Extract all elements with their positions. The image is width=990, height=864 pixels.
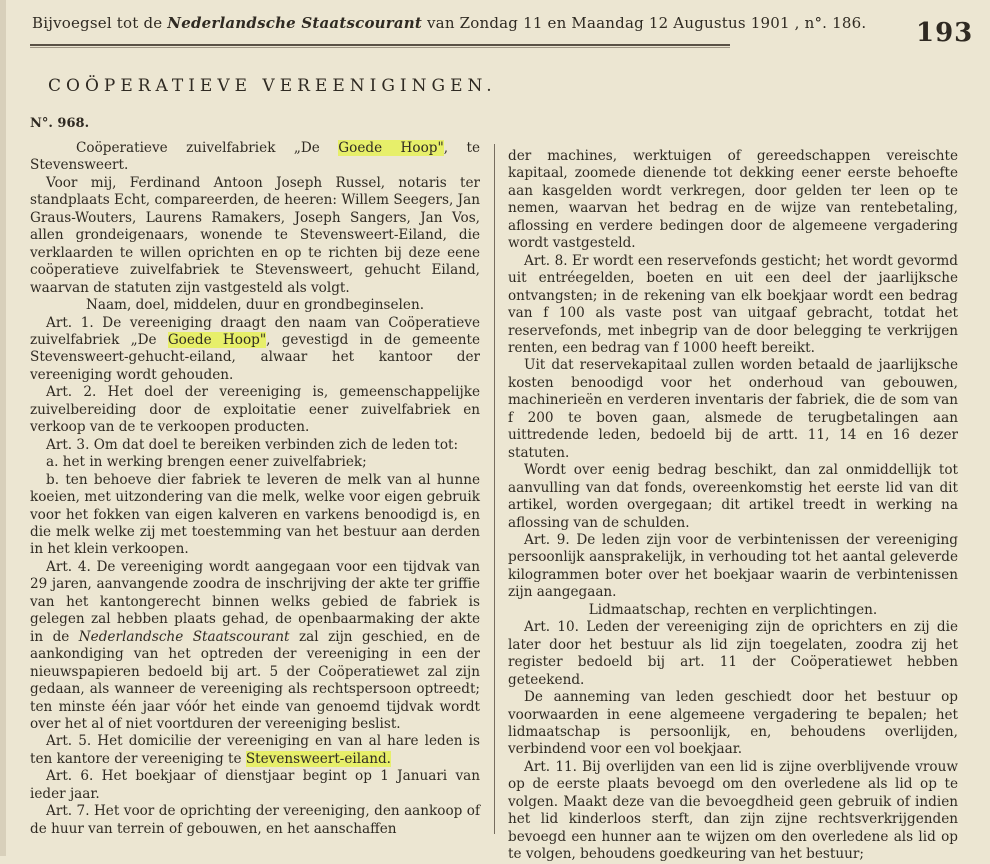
paragraph: [508, 253, 958, 358]
text-run: a. het in werking brengen eener zuivelfabriek;: [46, 454, 367, 471]
paragraph: [30, 437, 480, 454]
paragraph: [508, 602, 958, 619]
paragraph: [508, 619, 958, 689]
paragraph: [30, 733, 480, 768]
text-run: Art. 5. Het domicilie der vereeniging en van al hare leden is ten kantore der vereeniging te: [30, 733, 480, 767]
text-run: Art. 10. Leden der vereeniging zijn de oprichters en zij die later door het bestuur als lid zijn toegelaten, zoodra zij het register bedoeld bij art. 11 der Coöperatiewet hebben geteekend.: [508, 619, 958, 688]
text-run: Wordt over eenig bedrag beschikt, dan zal onmiddellijk tot aanvulling van dat fonds, overeenkomstig het eerste lid van dit artikel, worden overgegaan; dit artikel treedt in werking na aflossing van de schulden.: [508, 462, 958, 531]
text-run: Art. 1. De vereeniging draagt den naam van Coöperatieve zuivelfabriek „De: [30, 314, 480, 348]
paragraph: [508, 759, 958, 864]
paragraph: [508, 357, 958, 462]
header-date: van Zondag 11 en Maandag 12 Augustus 1901 , n°. 186.: [422, 14, 867, 32]
paragraph: [508, 689, 958, 759]
paragraph: [30, 472, 480, 559]
text-run: De aanneming van leden geschiedt door het bestuur op voorwaarden in eene algemeene vergadering te bepalen; het lidmaatschap is persoonlijk, en, behoudens overlijden, verbindend voor een vol boekjaar.: [508, 689, 958, 758]
newspaper-name: Nederlandsche Staatscourant: [167, 14, 423, 32]
text-run: zal zijn geschied, en de aankondiging van het optreden der vereeniging in een der nieuwspapieren bedoeld bij art. 5 der Coöperatiewet zal zijn gedaan, als wanneer de vereeniging als rechtspersoon optreedt; ten minste één jaar vóór het einde van genoemd tijdvak wordt over het al of niet voortduren der vereeniging beslist.: [30, 628, 480, 732]
text-run: Art. 6. Het boekjaar of dienstjaar begint op 1 Januari van ieder jaar.: [30, 768, 480, 802]
text-run: Art. 7. Het voor de oprichting der vereeniging, den aankoop of de huur van terrein of gebouwen, en het aanschaffen: [30, 803, 480, 837]
paragraph: [30, 140, 480, 175]
paragraph: [30, 175, 480, 297]
section-title: COÖPERATIEVE VEREENIGINGEN.: [48, 76, 497, 96]
text-run: Art. 4. De vereeniging wordt aangegaan voor een tijdvak van 29 jaren, aanvangende zoodra de inschrijving der akte ter griffie van het kantongerecht binnen welks gebied de fabriek is gelegen zal hebben plaats gehad, de openbaarmaking der akte in de: [30, 558, 480, 645]
column-divider: [494, 144, 495, 834]
text-run: der machines, werktuigen of gereedschappen vereischte kapitaal, zoomede dienende tot dekking eener eerste behoefte aan kasgelden wordt verkregen, door gelden ter leen op te nemen, waarvan het bedrag en de wijze van rentebetaling, aflossing en verdere bedingen door de algemeene vergadering wordt vastgesteld.: [508, 148, 958, 252]
text-run: Art. 2. Het doel der vereeniging is, gemeenschappelijke zuivelbereiding door de exploitatie eener zuivelfabriek en verkoop van de te verkoopen producten.: [30, 384, 480, 436]
text-run: Art. 9. De leden zijn voor de verbintenissen der vereeniging persoonlijk aansprakelijk, in verhouding tot het aantal geleverde kilogrammen boter over het boekjaar waarin de verbintenissen zijn aangegaan.: [508, 531, 958, 601]
paragraph: [30, 768, 480, 803]
text-run: Lidmaatschap, rechten en verplichtingen.: [588, 601, 878, 618]
paragraph: [30, 559, 480, 734]
paragraph: [30, 803, 480, 838]
page-number: 193: [916, 18, 974, 48]
paragraph: [508, 532, 958, 602]
text-run: Uit dat reservekapitaal zullen worden betaald de jaarlijksche kosten benoodigd voor het onderhoud van gebouwen, machinerieën en verderen inventaris der fabriek, die de som van f 200 te boven gaan, alsmede de terugbetalingen aan uittredende leden, bedoeld bij de artt. 11, 14 en 16 dezer statuten.: [508, 357, 958, 461]
paragraph: [30, 297, 480, 314]
highlighted-text: Stevensweert-eiland.: [245, 750, 392, 767]
paragraph: [30, 315, 480, 385]
right-column: [508, 148, 958, 864]
text-run: Nederlandsche Staatscourant: [78, 628, 290, 645]
text-run: , gevestigd in de gemeente Stevensweert-gehucht-eiland, alwaar het kantoor der vereeniging wordt gehouden.: [30, 331, 480, 383]
highlighted-text: Goede Hoop": [167, 331, 267, 348]
paragraph: [508, 148, 958, 253]
paragraph: [508, 462, 958, 532]
header-prefix: Bijvoegsel tot de: [32, 14, 168, 32]
left-column: [30, 140, 480, 838]
text-run: , te Stevensweert.: [30, 140, 480, 174]
paragraph: [30, 384, 480, 436]
text-run: Art. 3. Om dat doel te bereiken verbinden zich de leden tot:: [46, 436, 459, 453]
paragraph: [30, 454, 480, 471]
highlighted-text: Goede Hoop": [338, 140, 444, 156]
text-run: Naam, doel, middelen, duur en grondbeginselen.: [85, 297, 425, 314]
text-run: Voor mij, Ferdinand Antoon Joseph Russel, notaris ter standplaats Echt, compareerden, de heeren: Willem Seegers, Jan Graus-Wouters, Laurens Ramakers, Joseph Sangers, Jan Vos, allen grondeigenaars, wonende te Stevensweert-Eiland, die verklaarden te willen oprichten en op te richten bij deze eene coöperatieve zuivelfabriek te Stevensweert, gehucht Eiland, waarvan de statuten zijn vastgesteld als volgt.: [30, 174, 480, 296]
page-edge: [0, 0, 6, 856]
text-run: Art. 11. Bij overlijden van een lid is zijne overblijvende vrouw op de eerste plaats bevoegd om den overledene als lid op te volgen. Maakt deze van die bevoegdheid geen gebruik of indien het lid kinderloos sterft, dan zijn zijne rechtsverkrijgenden bevoegd een hunner aan te wijzen om den overledene als lid op te volgen, behoudens goedkeuring van het bestuur;: [508, 758, 958, 863]
text-run: b. ten behoeve dier fabriek te leveren de melk van al hunne koeien, met uitzondering van die melk, welke voor eigen gebruik voor het fokken van eigen kalveren en varkens benoodigd is, en die melk welke zij met toestemming van het bestuur aan derden in het klein verkoopen.: [30, 471, 480, 558]
text-run: Coöperatieve zuivelfabriek „De: [76, 140, 339, 156]
text-run: Art. 8. Er wordt een reservefonds gesticht; het wordt gevormd uit entréegelden, boeten en uit een deel der jaarlijksche ontvangsten; in de rekening van elk boekjaar wordt een bedrag van f 100 als vaste post van uitgaaf gebracht, totdat het reservefonds, met inbegrip van de door belegging te verkrijgen renten, een bedrag van f 1000 heeft bereikt.: [508, 252, 958, 356]
notice-number: N°. 968.: [30, 116, 90, 131]
page-header: [32, 14, 866, 32]
header-rule: [30, 44, 730, 46]
header-rule-thin: [30, 47, 730, 48]
